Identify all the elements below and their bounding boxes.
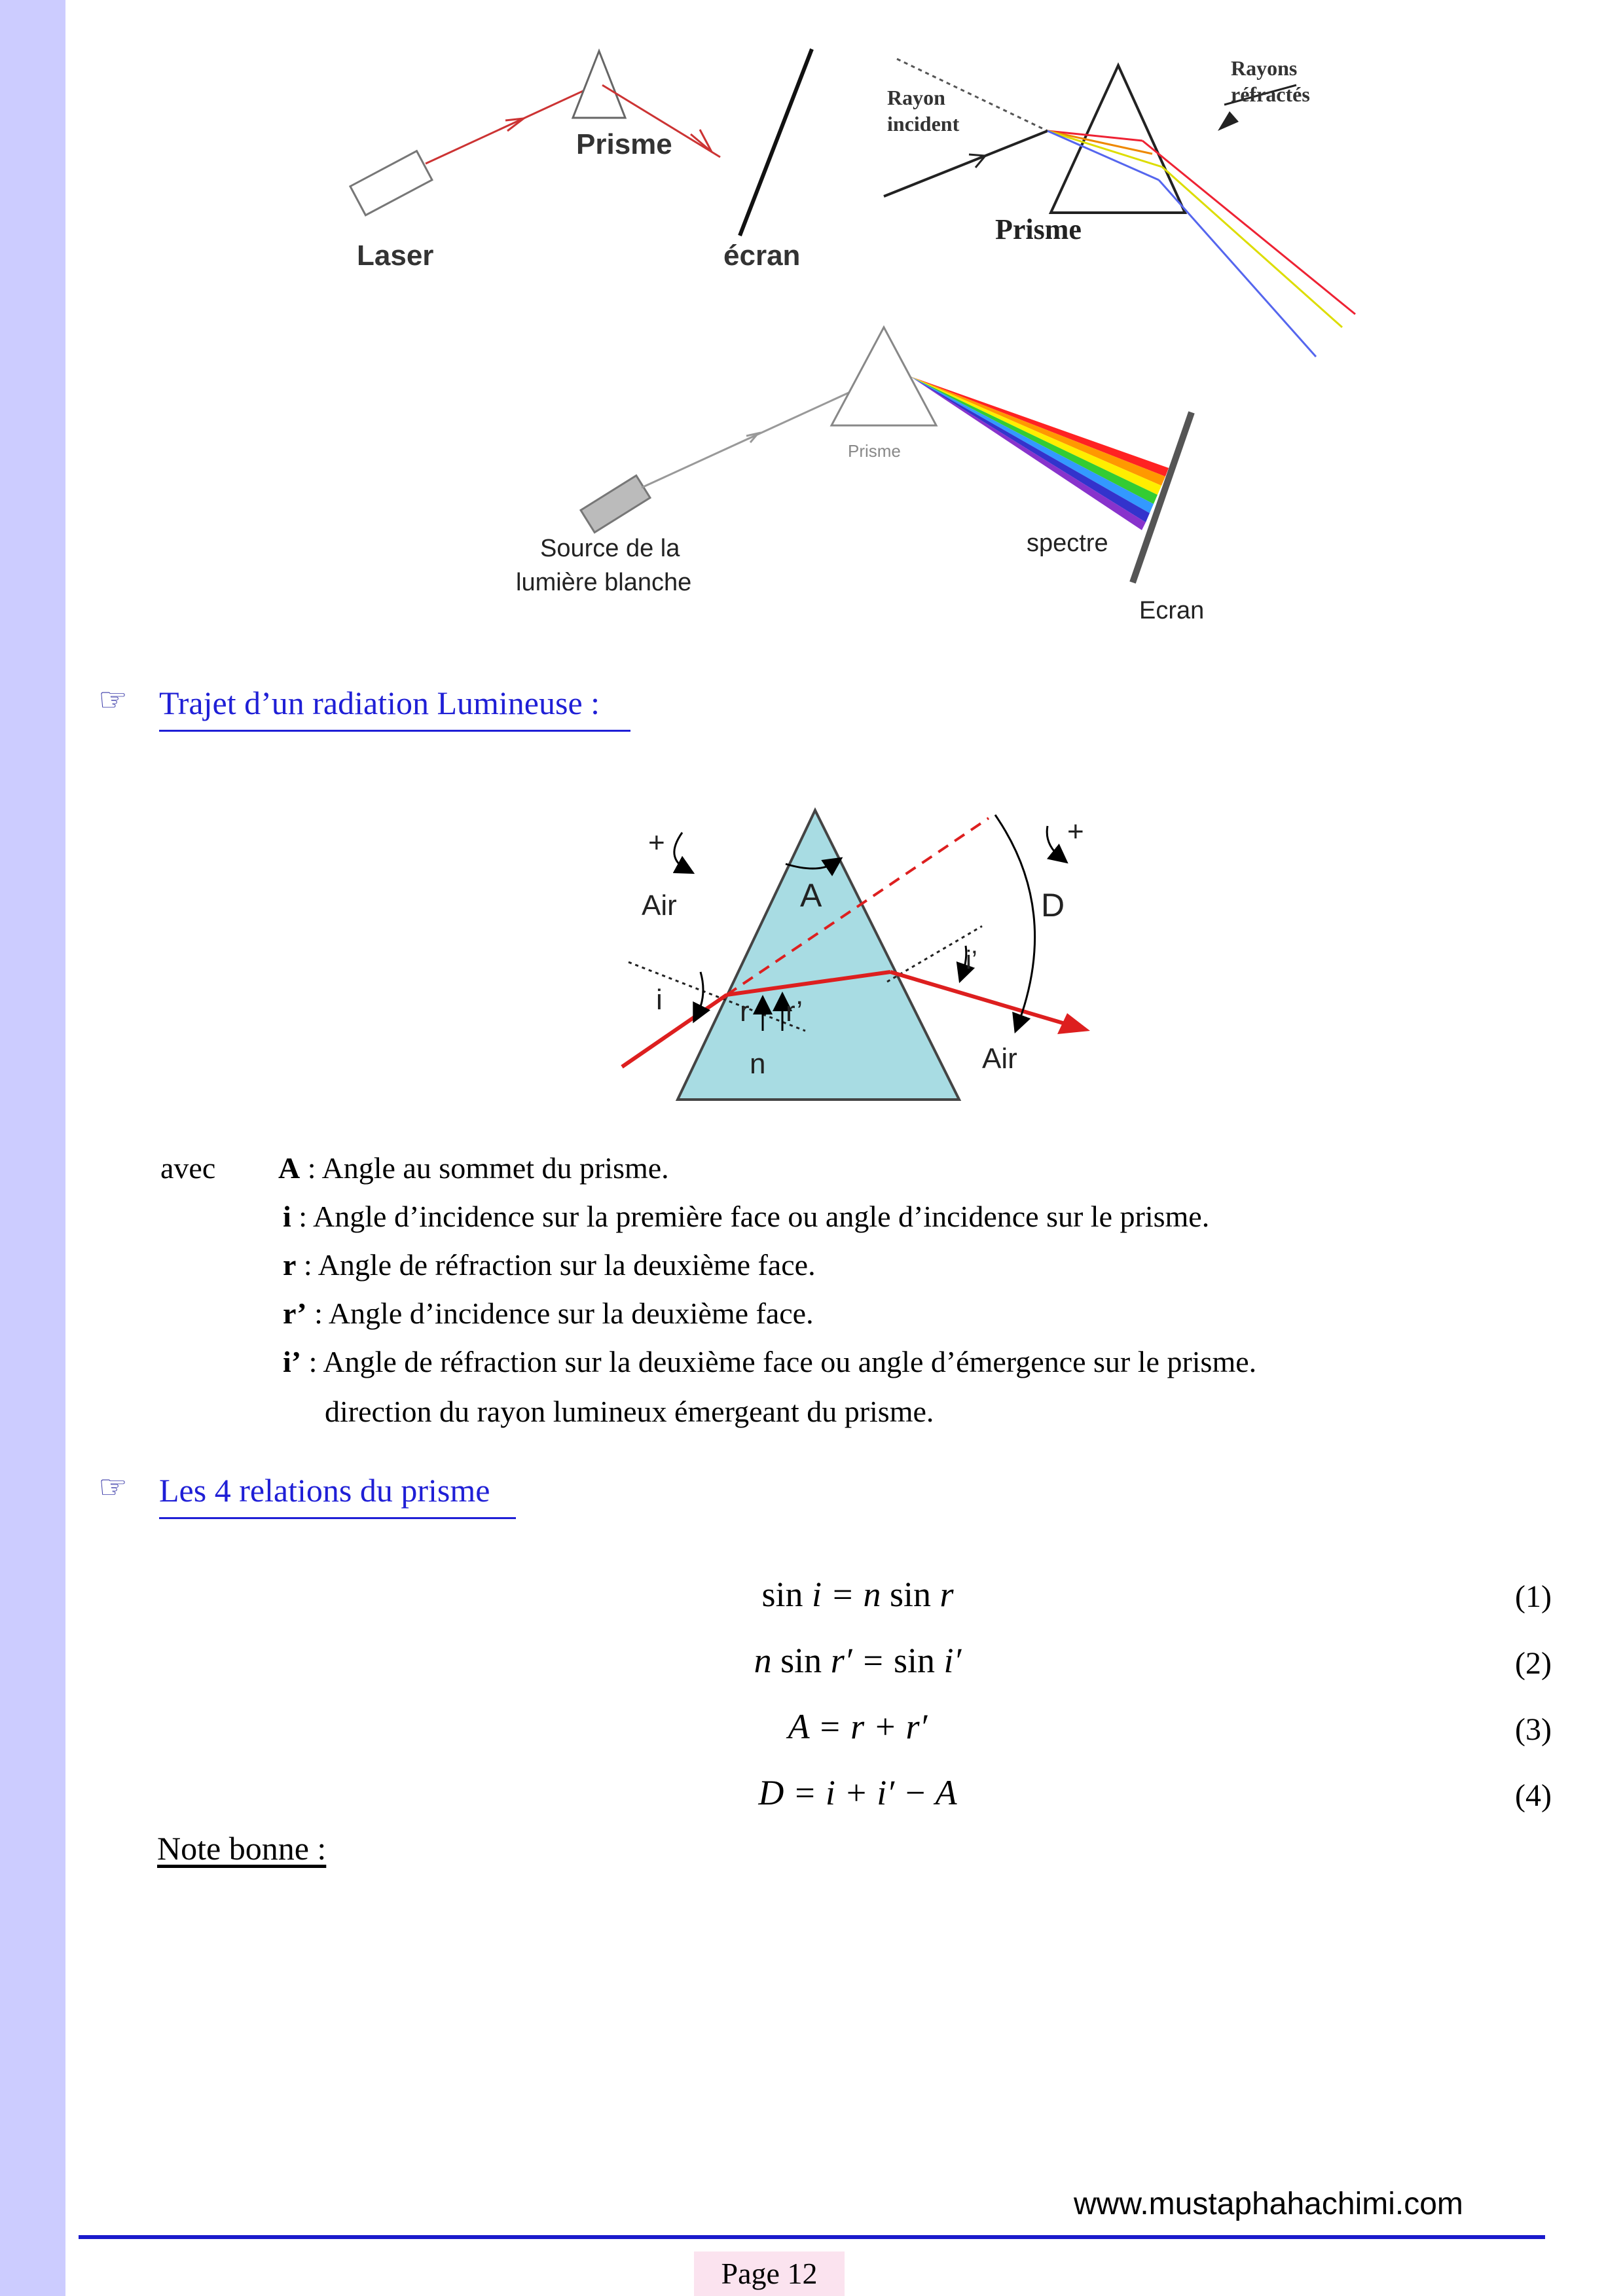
svg-text:Rayon: Rayon	[887, 86, 945, 109]
definition-i-prime: i’ : Angle de réfraction sur la deuxième face ou angle d’émergence sur le prisme.	[283, 1345, 1257, 1378]
emergent-arrowhead	[1057, 1013, 1090, 1034]
definition-continuation: direction du rayon lumineux émergeant du prisme.	[325, 1395, 934, 1428]
definition-r-prime: r’ : Angle d’incidence sur la deuxième face.	[283, 1297, 814, 1330]
laser-screen-label: écran	[723, 240, 801, 272]
laser-prism-label: Prisme	[576, 128, 672, 160]
svg-text:Prisme: Prisme	[848, 441, 901, 461]
pointing-hand-icon: ☞	[98, 1468, 128, 1506]
equation-4: D = i + i′ − A	[758, 1773, 957, 1812]
left-margin-band	[0, 0, 65, 2296]
path-section-heading: Trajet d’un radiation Lumineuse :	[159, 684, 630, 732]
prism-triangle	[573, 51, 625, 118]
equation-number-2: (2)	[1515, 1646, 1552, 1681]
svg-text:+: +	[648, 827, 665, 859]
svg-text:lumière blanche: lumière blanche	[516, 569, 692, 596]
definition-i: i : Angle d’incidence sur la première face ou angle d’incidence sur le prisme.	[283, 1200, 1210, 1233]
svg-text:r: r	[740, 996, 750, 1028]
definition-A: A : Angle au sommet du prisme.	[278, 1151, 669, 1185]
laser-device	[350, 151, 432, 215]
equation-number-4: (4)	[1515, 1778, 1552, 1813]
definitions-intro: avec	[160, 1151, 216, 1185]
pointing-hand-icon: ☞	[98, 681, 128, 719]
svg-text:D: D	[1041, 887, 1065, 924]
equation-2: n sin r′ = sin i′	[754, 1641, 962, 1680]
equation-1: sin i = n sin r	[761, 1575, 954, 1614]
svg-text:n: n	[750, 1048, 766, 1080]
prism-path-diagram	[609, 798, 1120, 1113]
laser-label: Laser	[357, 240, 434, 272]
laser-beam-in	[426, 85, 596, 164]
svg-text:Prisme: Prisme	[995, 213, 1082, 245]
svg-text:r’: r’	[786, 996, 803, 1028]
equation-3: A = r + r′	[788, 1707, 928, 1746]
svg-text:i: i	[656, 984, 663, 1016]
spectrum-figure	[484, 314, 1244, 628]
prism-body	[678, 810, 959, 1100]
svg-text:réfractés: réfractés	[1231, 82, 1310, 106]
laser-screen	[740, 49, 812, 236]
page-number: Page 12	[694, 2251, 845, 2296]
svg-text:incident: incident	[887, 112, 960, 135]
incident-ray	[884, 131, 1048, 196]
svg-text:Source de la: Source de la	[540, 535, 680, 562]
svg-text:A: A	[800, 877, 822, 914]
equation-number-1: (1)	[1515, 1579, 1552, 1614]
relations-section-heading: Les 4 relations du prisme	[159, 1471, 516, 1519]
svg-text:i’: i’	[966, 946, 977, 975]
svg-text:+: +	[1067, 816, 1084, 848]
svg-text:spectre: spectre	[1027, 529, 1108, 557]
website-url[interactable]: www.mustaphahachimi.com	[1074, 2187, 1463, 2221]
note-heading: Note bonne :	[157, 1830, 327, 1867]
equation-number-3: (3)	[1515, 1712, 1552, 1747]
footer-divider	[79, 2235, 1545, 2239]
svg-text:Rayons: Rayons	[1231, 56, 1298, 80]
svg-text:Ecran: Ecran	[1139, 597, 1205, 624]
laser-prism-figure	[334, 39, 831, 295]
definition-r: r : Angle de réfraction sur la deuxième face.	[283, 1248, 816, 1282]
svg-text:Air: Air	[982, 1043, 1017, 1075]
svg-text:Air: Air	[642, 889, 677, 922]
spectrum-prism-triangle	[831, 327, 936, 425]
white-ray	[642, 380, 877, 488]
light-source	[581, 476, 650, 533]
